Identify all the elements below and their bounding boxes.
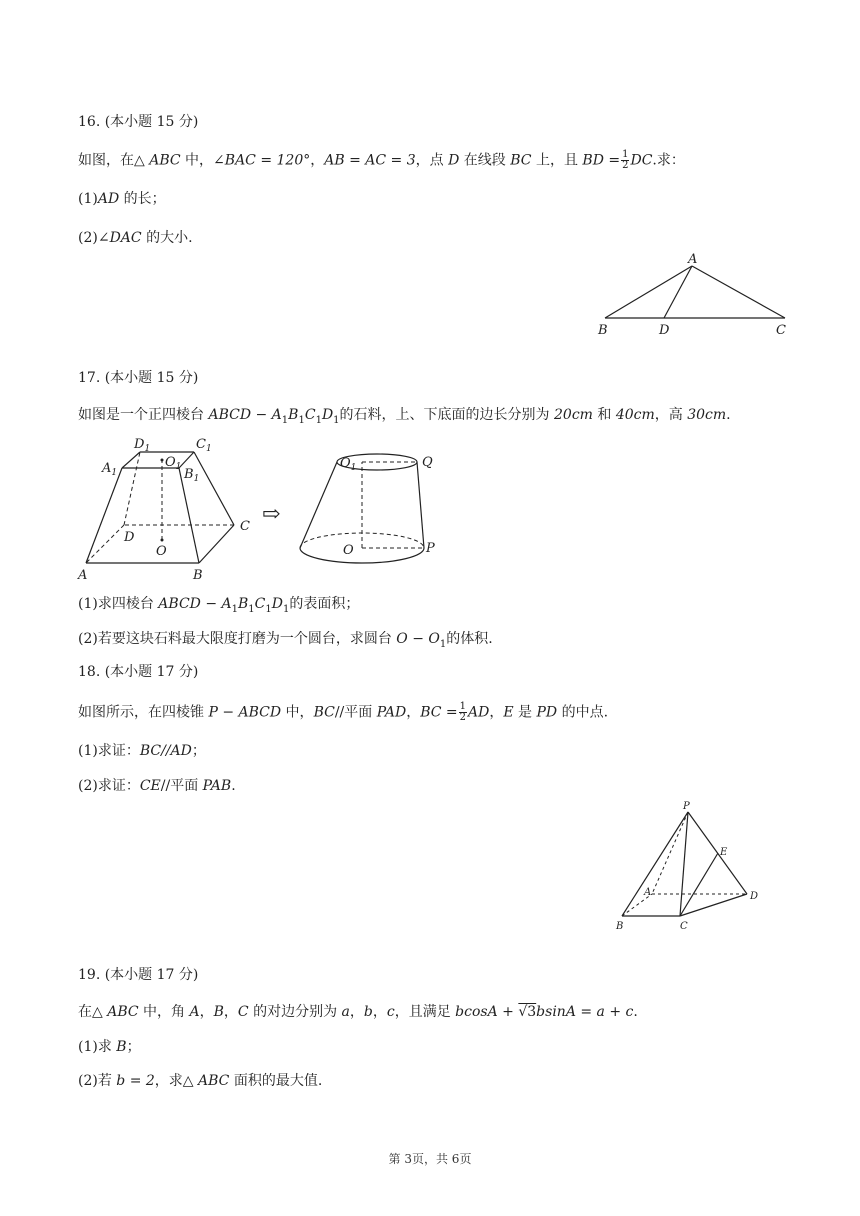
subscript: 1 [231,603,238,615]
q17-math: 20cm [554,407,593,423]
q18-stem-text: ， [489,704,504,721]
label-letter: B [184,467,194,482]
q18-stem-text: 如图所示，在四棱锥 [78,704,209,721]
q18-math: BC [313,704,335,721]
q18-stem-text: ， [406,704,421,721]
part-text: 面积的最大值. [229,1073,323,1089]
label-c: C [680,921,688,932]
q16-stem-text: .求： [652,152,685,169]
label-p: P [426,541,435,556]
segment-ab [605,266,692,318]
label-a1 [101,461,117,478]
q19-stem-text: 中，角 [138,1004,190,1020]
q18-math: BC//AD [139,743,192,759]
q17-math: C [304,407,316,423]
q19-stem [78,1002,638,1022]
q16-stem-text: ， [310,152,325,169]
q18-math: E [503,704,514,721]
label-subscript: 1 [205,444,212,454]
part-text: (2)若 [78,1073,117,1089]
label-subscript: 1 [350,463,357,473]
q18-stem-text: //平面 [334,704,377,721]
label-o: O [343,543,354,558]
label-letter: O [340,456,351,471]
fraction-numerator: 1 [459,701,467,712]
q19-part2 [78,1071,322,1091]
fraction-numerator: 1 [622,149,629,160]
q18-math: P − ABCD [208,704,282,721]
edge-d1a1 [122,452,140,468]
label-o: O [156,544,167,559]
part-number: (1) [78,191,98,207]
q18-stem-text: 的中点. [557,704,609,721]
q16-math: ∠DAC [97,230,142,246]
q18-stem [78,702,608,723]
label-b: B [616,921,624,932]
edge-dd1 [124,452,140,525]
subscript: 1 [298,414,305,426]
edge-aa1 [86,468,122,563]
q18-math: BC = [420,704,458,721]
q18-fraction [459,702,467,723]
q16-math: ABC [149,152,181,169]
q16-stem-text: 上，且 [531,152,583,169]
q18-math: PAD [376,704,407,721]
label-c: C [776,323,786,338]
q17-frustum-figure [72,430,452,590]
subscript: 1 [265,603,272,615]
label-d: D [124,530,135,545]
subscript: 1 [333,414,340,426]
label-subscript: 1 [175,462,182,472]
part-text: (2)求证： [78,778,140,794]
q16-math: AD [97,191,120,207]
q19-math: A [189,1004,200,1020]
label-a: A [78,568,88,583]
q18-stem-text: 是 [513,704,537,721]
part-text: 的长； [119,191,166,207]
q19-math: b [363,1004,373,1020]
q16-stem-text: 如图，在△ [78,152,150,169]
q16-stem [78,150,685,171]
q19-part1 [78,1037,141,1057]
q17-math: 40cm [615,407,655,423]
q16-stem-text: 在线段 [459,152,511,169]
q19-math: ABC [107,1004,139,1020]
q16-part2 [78,228,193,248]
q17-stem [78,405,731,431]
q16-math: AB = AC = 3 [324,152,416,169]
label-b: B [598,323,608,338]
subscript: 1 [315,414,322,426]
q19-math: bcosA + [455,1004,519,1020]
edge-da [86,525,124,563]
edge-pb [622,812,688,916]
q18-math: PAB [202,778,232,794]
q17-math: D [271,596,283,612]
part-text: (2)若要这块石料最大限度打磨为一个圆台，求圆台 [78,631,397,647]
label-letter: O [165,455,176,470]
cone-right-side [417,462,424,548]
label-b: B [193,568,203,583]
q16-stem-text: ，点 [415,152,449,169]
q17-stem-text: ，高 [654,407,688,423]
q19-stem-text: ， [372,1004,387,1020]
part-text: (1)求 [78,1039,117,1055]
subscript: 1 [248,603,255,615]
q18-part1 [78,741,206,761]
q19-math: C [237,1004,249,1020]
q17-part1 [78,594,359,620]
center-o1 [161,459,164,462]
q17-heading: 17. (本小题 15 分) [78,370,199,386]
q17-math: 30cm [687,407,727,423]
fraction-denominator: 2 [459,712,467,723]
label-letter: A [102,461,112,476]
q16-fraction [621,150,629,171]
label-e: E [720,847,728,858]
segment-ce [680,853,718,916]
part-text: ，求△ [154,1073,198,1089]
part-text: 的体积. [446,631,493,647]
q19-stem-text: ， [199,1004,214,1020]
label-letter: D [134,437,145,452]
page-footer: 第 3页，共 6页 [388,1152,472,1166]
label-d1 [133,437,150,454]
q16-part1 [78,189,166,209]
q19-stem-text: ， [223,1004,238,1020]
transform-arrow-icon: ⇨ [262,502,281,527]
label-o1 [340,456,356,473]
label-b1 [183,467,199,484]
part-text: ； [191,743,206,759]
q16-heading: 16. (本小题 15 分) [78,114,199,130]
q17-math: D [321,407,334,423]
label-subscript: 1 [144,444,151,454]
q17-stem-text: 和 [592,407,616,423]
edge-cc1 [194,452,234,525]
label-a: A [688,252,698,267]
edge-pc [680,812,688,916]
q17-math: ABCD − A [158,596,232,612]
q18-part2 [78,776,236,796]
center-o [161,539,164,542]
subscript: 1 [281,414,289,426]
q19-math: b = 2 [116,1073,155,1089]
q19-math: B [116,1039,127,1055]
label-c: C [240,519,250,534]
part-text: (1)求四棱台 [78,596,159,612]
label-o1 [165,455,181,472]
edge-bc [199,525,234,563]
q17-math: C [254,596,266,612]
q17-math: ABCD − A [208,407,282,423]
subscript: 1 [283,603,290,615]
q17-stem-text: 如图是一个正四棱台 [78,407,209,423]
q18-stem-text: 中， [281,704,314,721]
q19-stem-text: 的对边分别为 [248,1004,342,1020]
q18-math: PD [536,704,558,721]
q17-math: O − O [396,631,440,647]
q17-math: B [238,596,249,612]
q17-stem-text: . [726,407,731,423]
part-text: ； [126,1039,141,1055]
q19-heading: 19. (本小题 17 分) [78,967,199,983]
subscript: 1 [439,638,447,650]
q16-triangle-figure [590,250,800,345]
q18-math: CE [139,778,161,794]
q17-part2 [78,629,493,655]
edge-cd [680,894,747,916]
label-c1 [196,437,212,454]
q16-math: D [448,152,460,169]
q19-stem-text: . [633,1004,638,1020]
label-d: D [659,323,670,338]
sqrt-symbol: √3 [518,1004,537,1020]
q18-pyramid-figure [610,798,770,938]
q19-math: ABC [198,1073,230,1089]
q18-heading: 18. (本小题 17 分) [78,664,199,680]
part-text: 的表面积； [289,596,360,612]
label-p: P [683,801,690,812]
part-text: //平面 [160,778,203,794]
q19-stem-text: ， [349,1004,364,1020]
q19-math: B [213,1004,224,1020]
fraction-denominator: 2 [622,160,629,171]
q19-math: a [341,1004,350,1020]
q19-math: c [386,1004,395,1020]
label-letter: C [196,437,206,452]
bottom-circle-front [300,548,424,563]
q16-math: BD = [582,152,621,169]
label-subscript: 1 [111,468,118,478]
part-number: (2) [78,230,98,246]
q17-stem-text: 的石料，上、下底面的边长分别为 [339,407,554,423]
q16-math: DC [630,152,653,169]
q16-math: BC [510,152,532,169]
part-text: (1)求证： [78,743,140,759]
label-subscript: 1 [193,474,200,484]
q16-stem-text: 中， [180,152,214,169]
q17-math: B [288,407,299,423]
label-d: D [750,891,759,902]
q19-stem-text: 在△ [78,1004,108,1020]
q19-math: bsinA = a + c [536,1004,634,1020]
segment-ac [692,266,785,318]
q18-math: AD [468,704,490,721]
q19-stem-text: ，且满足 [394,1004,456,1020]
label-a: A [644,887,652,898]
label-q: Q [422,455,433,470]
part-text: 的大小. [141,230,193,246]
part-text: . [231,778,236,794]
q16-math: ∠BAC = 120° [213,152,311,169]
